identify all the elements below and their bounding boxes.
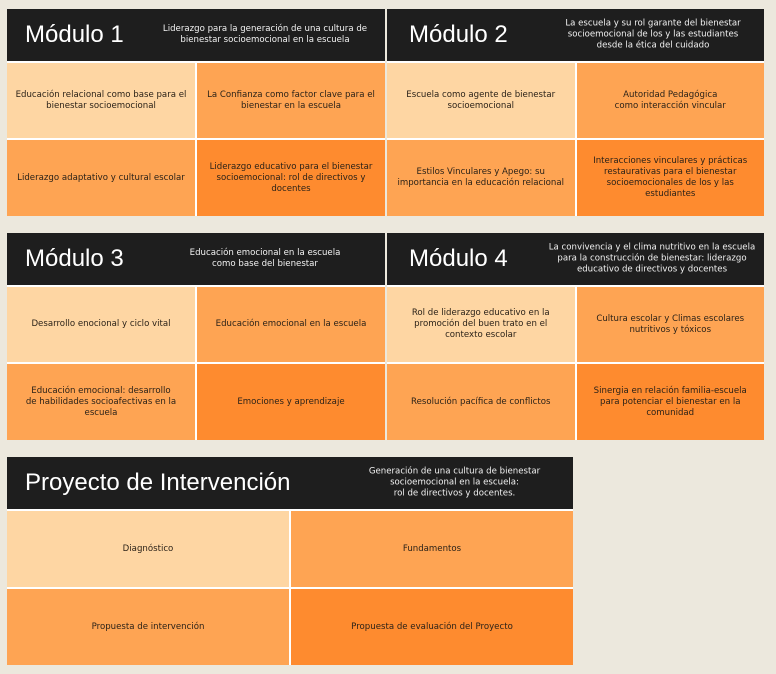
topic-cell: Resolución pacífica de conflictos — [387, 364, 575, 440]
module-header — [7, 457, 573, 509]
topic-cell: Educación relacional como base para el bienestar socioemocional — [7, 63, 195, 138]
module-subtitle: Educación emocional en la escuela como base del bienestar — [189, 248, 341, 269]
module-header — [7, 9, 385, 61]
module-title: Módulo 3 — [25, 245, 124, 272]
module-title: Módulo 1 — [25, 21, 124, 48]
topic-cell: Fundamentos — [291, 511, 573, 587]
project-module — [7, 457, 573, 665]
topic-cell: Sinergia en relación familia-escuela para potenciar el bienestar en la comunidad — [577, 364, 765, 440]
topic-cell: Escuela como agente de bienestar socioemocional — [387, 63, 575, 138]
module-title: Módulo 4 — [409, 245, 508, 272]
topic-cell: Propuesta de evaluación del Proyecto — [291, 589, 573, 665]
module-subtitle: Liderazgo para la generación de una cultura de bienestar socioemocional en la escuela — [162, 24, 368, 45]
module-1 — [7, 9, 385, 216]
topic-cell: Liderazgo adaptativo y cultural escolar — [7, 140, 195, 216]
module-header — [387, 9, 764, 61]
topic-cell: Educación emocional: desarrollo de habilidades socioafectivas en la escuela — [7, 364, 195, 440]
topic-cell: Cultura escolar y Climas escolares nutritivos y tóxicos — [577, 287, 765, 362]
module-subtitle: La escuela y su rol garante del bienestar socioemocional de los y las estudiantes desde la ética del cuidado — [565, 18, 741, 51]
topic-cell: Liderazgo educativo para el bienestar socioemocional: rol de directivos y docentes — [197, 140, 385, 216]
module-subtitle: Generación de una cultura de bienestar socioemocional en la escuela: rol de directivos y docentes. — [368, 466, 541, 499]
module-subtitle: La convivencia y el clima nutritivo en la escuela para la construcción de bienestar: liderazgo educativo de directivos y docentes — [548, 242, 756, 275]
topic-cell: Propuesta de intervención — [7, 589, 289, 665]
topic-cell: Estilos Vinculares y Apego: su importancia en la educación relacional — [387, 140, 575, 216]
module-title: Proyecto de Intervención — [25, 469, 291, 496]
topic-cell: Interacciones vinculares y prácticas restaurativas para el bienestar socioemocionales de los y las estudiantes — [577, 140, 765, 216]
topic-cell: Educación emocional en la escuela — [197, 287, 385, 362]
module-title: Módulo 2 — [409, 21, 508, 48]
module-header — [7, 233, 385, 285]
topic-cell: La Confianza como factor clave para el bienestar en la escuela — [197, 63, 385, 138]
module-2 — [387, 9, 764, 216]
topic-cell: Diagnóstico — [7, 511, 289, 587]
topic-cell: Rol de liderazgo educativo en la promoción del buen trato en el contexto escolar — [387, 287, 575, 362]
topic-cell: Autoridad Pedagógica como interacción vincular — [577, 63, 765, 138]
topic-cell: Desarrollo enocional y ciclo vital — [7, 287, 195, 362]
topic-cell: Emociones y aprendizaje — [197, 364, 385, 440]
module-header — [387, 233, 764, 285]
module-3 — [7, 233, 385, 440]
module-4 — [387, 233, 764, 440]
